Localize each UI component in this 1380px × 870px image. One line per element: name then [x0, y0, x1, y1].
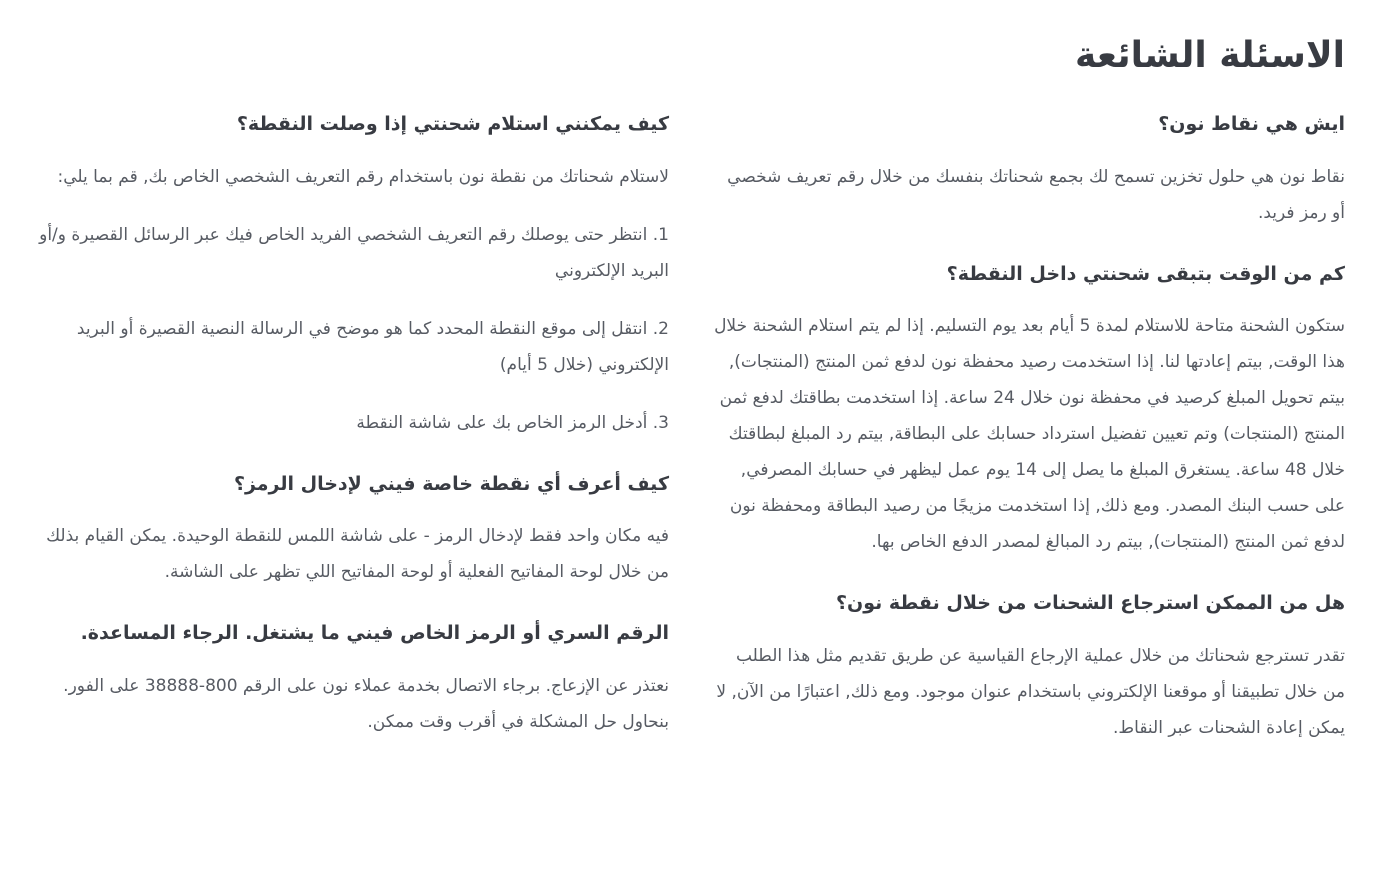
faq-answer-paragraph: نعتذر عن الإزعاج. برجاء الاتصال بخدمة عملاء نون على الرقم 800-38888 على الفور. بنحاول حل المشكلة في أقرب وقت ممكن. [63, 675, 669, 732]
faq-answer-paragraph: لاستلام شحناتك من نقطة نون باستخدام رقم التعريف الشخصي الخاص بك, قم بما يلي: [57, 166, 669, 187]
faq-answer-paragraph: فيه مكان واحد فقط لإدخال الرمز - على شاشة اللمس للنقطة الوحيدة. يمكن القيام بذلك من خلال لوحة المفاتيح الفعلية أو لوحة المفاتيح اللي تظهر على الشاشة. [46, 526, 669, 583]
faq-answer-paragraph: ستكون الشحنة متاحة للاستلام لمدة 5 أيام بعد يوم التسليم. إذا لم يتم استلام الشحنة خلال هذا الوقت, بيتم إعادتها لنا. إذا استخدمت رصيد محفظة نون لدفع ثمن المنتج (المنتجات), بيتم تحويل المبلغ كرصيد في محفظة نون خلال 24 ساعة. إذا استخدمت بطاقتك لدفع ثمن المنتج (المنتجات) وتم تعيين تفضيل استرداد حسابك على البطاقة, بيتم رد المبلغ لبطاقتك خلال 48 ساعة. يستغرق المبلغ ما يصل إلى 14 يوم عمل ليظهر في حسابك المصرفي, على حسب البنك المصدر. ومع ذلك, إذا استخدمت مزيجًا من رصيد البطاقة ومحفظة نون لدفع ثمن المنتج (المنتجات), بيتم رد المبالغ لمصدر الدفع الخاص بها. [714, 316, 1345, 553]
faq-question: الرقم السري أو الرمز الخاص فيني ما يشتغل. الرجاء المساعدة. [80, 622, 669, 645]
faq-question: ايش هي نقاط نون؟ [1158, 113, 1345, 136]
faq-question: هل من الممكن استرجاع الشحنات من خلال نقطة نون؟ [835, 592, 1345, 615]
faq-question: كيف يمكنني استلام شحنتي إذا وصلت النقطة؟ [236, 113, 669, 136]
faq-answer-paragraph: نقاط نون هي حلول تخزين تسمح لك بجمع شحناتك بنفسك من خلال رقم تعريف شخصي أو رمز فريد. [727, 166, 1345, 223]
faq-item [711, 590, 1345, 746]
faq-item [711, 261, 1345, 561]
faq-column-left [35, 111, 669, 740]
faq-column-right [711, 111, 1345, 746]
faq-answer-step: 3. أدخل الرمز الخاص بك على شاشة النقطة [356, 412, 669, 433]
faq-columns [35, 111, 1345, 746]
faq-answer-paragraph: تقدر تسترجع شحناتك من خلال عملية الإرجاع القياسية عن طريق تقديم مثل هذا الطلب من خلال تطبيقنا أو موقعنا الإلكتروني باستخدام عنوان موجود. ومع ذلك, اعتبارًا من الآن, لا يمكن إعادة الشحنات عبر النقاط. [716, 645, 1345, 738]
faq-answer-step: 1. انتظر حتى يوصلك رقم التعريف الشخصي الفريد الخاص فيك عبر الرسائل القصيرة و/أو البريد الإلكتروني [39, 224, 669, 281]
faq-answer-step: 2. انتقل إلى موقع النقطة المحدد كما هو موضح في الرسالة النصية القصيرة أو البريد الإلكتروني (خلال 5 أيام) [76, 318, 669, 375]
faq-question: كيف أعرف أي نقطة خاصة فيني لإدخال الرمز؟ [233, 472, 669, 495]
page-title: الاسئلة الشائعة [1075, 35, 1345, 76]
faq-item [35, 471, 669, 591]
faq-item [35, 620, 669, 740]
faq-question: كم من الوقت بتبقى شحنتي داخل النقطة؟ [946, 262, 1345, 285]
faq-item [711, 111, 1345, 231]
faq-item [35, 111, 669, 441]
